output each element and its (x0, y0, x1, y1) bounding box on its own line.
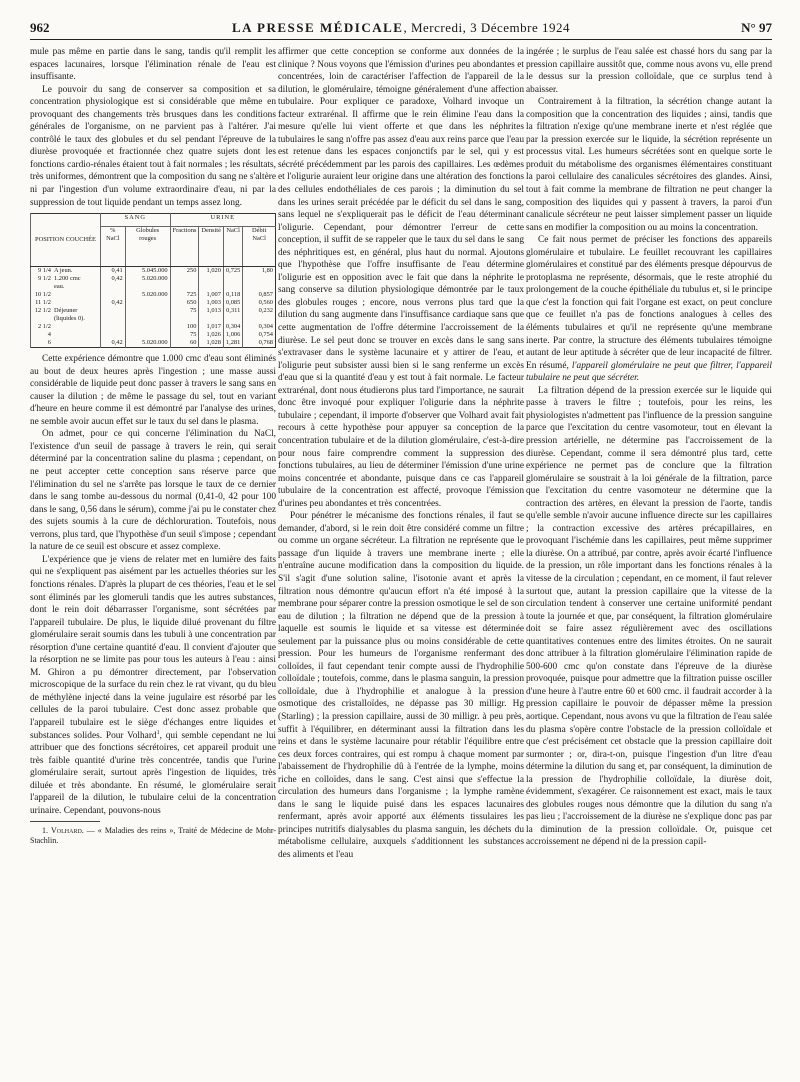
table-cell-glob: 5.020.000 (125, 275, 170, 283)
cell-time: 9 1/2 (38, 275, 51, 283)
paragraph (30, 554, 276, 817)
table-cell-frac: 75 (170, 307, 199, 315)
table-cell-frac: 250 (170, 267, 199, 276)
table-cell-dens: 1,013 (199, 307, 224, 315)
table-cell-position (31, 331, 101, 339)
cell-note: Déjeuner (54, 307, 78, 315)
table-cell-frac: 75 (170, 331, 199, 339)
table-cell-debit: 0,857 (243, 291, 276, 299)
table-row (31, 275, 276, 283)
text-run: , qui semble cependant ne lui attribuer que des fonctions sécrétoires, cet appareil produit une très faible quantité d'urine très concentrée, tandis que l'urine glomérulaire serait, surtout après l'ingestion de liquides, très diluée et très abondante. En résumé, le glomérulaire serait l'appareil de la dilution, le tubulaire celui de la concentration urinaire. Cependant, pouvons-nous (30, 730, 276, 816)
footnote-author: Volhard (51, 826, 82, 836)
table-cell-position (31, 307, 101, 315)
table-cell-dens: 1,017 (199, 323, 224, 331)
table-header-sang: SANG (101, 214, 171, 227)
table-row (31, 299, 276, 307)
table-cell-position (31, 283, 101, 291)
table-cell-nacl (101, 283, 126, 291)
table-row (31, 267, 276, 276)
table-cell-frac (170, 315, 199, 323)
table-header-debit: Débit NaCl (243, 227, 276, 267)
table-row (31, 291, 276, 299)
table-cell-frac: 60 (170, 339, 199, 348)
cell-time: 2 1/2 (38, 323, 51, 331)
table-cell-debit: 0,768 (243, 339, 276, 348)
table-cell-glob (125, 307, 170, 315)
table-cell-nacl (101, 315, 126, 323)
paragraph: La filtration dépend de la pression exercée sur le liquide qui passe à travers le filtre ; toutefois, pour les reins, les physiologistes n'admettent pas l'influence de la pression sanguine parce que l'excitation du centre vasomoteur, tout en élevant la pression artérielle, ne détermine pas l'accroissement de la diurèse. Cependant, comme il sera démontré plus tard, cette expérience ne permet pas de conclure que la filtration glomérulaire se soustrait à la loi générale de la filtration, parce que l'excitation du centre vasomoteur ne détermine que la contraction des artères, en élevant la pression de l'aorte, tandis qu'elle semble n'avoir aucune influence directe sur les capillaires ; la contraction excessive des artères précapillaires, en provoquant l'ischémie dans les capillaires, peut même supprimer la diurèse. On a attribué, par contre, après avoir écarté l'influence de la pression, un rôle important dans les fonctions rénales à la vitesse de la circulation ; cependant, en ce moment, il faut relever surtout que, autant la pression capillaire que la vitesse de la circulation tendent à conserver une certaine uniformité pendant toute la journée et que, par conséquent, la filtration glomérulaire doit se faire assez régulièrement avec des oscillations quantitatives contenues entre des limites étroites. On ne saurait donc attribuer à la filtration glomérulaire l'élimination rapide de 500-600 cmc qu'on constate dans l'épreuve de la diurèse provoquée, puisque pour admettre que la filtration puisse osciller d'une heure à l'autre entre 60 et 600 cmc. il faudrait accorder à la pression capillaire le pouvoir de dépasser même la pression aortique. Cependant, nous avons vu que la filtration de l'eau salée du plasma s'opère contre l'obstacle de la pression colloïdale et que c'est précisément cet obstacle que la pression capillaire doit surmonter ; or, dira-t-on, puisque l'ingestion d'un litre d'eau détermine la dilution du sang et, par conséquent, la diminution de la pression de l'hydrophilie colloïdale, la diurèse doit, évidemment, s'exagérer. Ce raisonnement est exact, mais le taux des globules rouges nous démontre que la dilution du sang n'a pas lieu ; l'accroissement de la diurèse ne s'explique donc pas par la diminution de la pression colloïdale. Or, puisque cet accroissement ne dépend ni de la pression capil- (526, 385, 772, 848)
table-cell-dens: 1,020 (199, 267, 224, 276)
table-cell-nacl: 0,42 (101, 339, 126, 348)
diuresis-table (30, 213, 276, 348)
column-2 (278, 46, 524, 862)
table-cell-glob (125, 331, 170, 339)
text-run: L'expérience que je viens de relater met en lumière des faits qui ne s'expliquent pas aisément par les actuelles théories sur les fonctions rénales. D'après la plupart de ces théories, l'eau et le sel sont éliminés par les glomeruli tandis que les autres substances, dont le rein doit débarrasser l'organisme, sont sécrétées par l'appareil tubulaire. De plus, le liquide dilué provenant du filtre glomérulaire serait soumis dans les tubuli à une concentration par résorption d'une certaine quantité d'eau. Il convient d'ajouter que la résorption ne se limite pas pour tous les auteurs à l'eau : ainsi M. Ghiron a pu démontrer directement, par l'observation microscopique de la surface du rein chez le rat vivant, qu du bleu de méthylène injecté dans la veine jugulaire est résorbé par les cellules de la paroi tubulaire. C'est donc assez probable que l'appareil tubulaire est le siège d'échanges entre liquides et substances solides. Pour Volhard (30, 554, 276, 741)
paragraph: Contrairement à la filtration, la sécrétion change autant la composition que la concentration des liquides ; ainsi, tandis que la filtration n'exige qu'une membrane inerte et n'est réglée que par la pression exercée sur le liquide, la sécrétion représente un processus vital. Les humeurs sécrétées sont en quelque sorte le produit du métabolisme des organismes élémentaires constituant la paroi cellulaire des canalicules sécrétoires des glandes. Ainsi, tout à fait comme la membrane de filtration ne peut changer la composition des liquides qui y passent à travers, la paroi d'un canalicule sécréteur ne peut laisser simplement passer un liquide sans en modifier la composition ou au moins la concentration. (526, 97, 772, 233)
table-cell-frac: 725 (170, 291, 199, 299)
journal-title (30, 20, 772, 36)
table-cell-frac (170, 283, 199, 291)
table-cell-dens (199, 275, 224, 283)
table-cell-glob (125, 283, 170, 291)
journal-masthead: LA PRESSE MÉDICALE (231, 20, 404, 35)
table-cell-position (31, 275, 101, 283)
footnote-divider (30, 821, 100, 822)
cell-note: eau. (54, 283, 65, 291)
table-cell-dens: 1,026 (199, 331, 224, 339)
table-cell-glob: 5.020.000 (125, 291, 170, 299)
table-cell-position (31, 323, 101, 331)
cell-note: (liquides 0). (54, 315, 85, 323)
table-cell-debit: 0,232 (243, 307, 276, 315)
emphasis: l'appareil glomérulaire ne peut que filtrer, l'appareil tubulaire ne peut que sécréter. (526, 360, 772, 384)
table-cell-unacl: 0,311 (223, 307, 242, 315)
table-cell-position (31, 267, 101, 276)
table-header-nacl: % NaCl (101, 227, 126, 267)
table-cell-unacl: 1,006 (223, 331, 242, 339)
table-cell-nacl (101, 323, 126, 331)
table-cell-unacl (223, 275, 242, 283)
paragraph: Le pouvoir du sang de conserver sa composition et sa concentration physiologique est si considérable que même en provoquant des changements très brusques dans les conditions générales de l'organisme, on ne parvient pas à l'altérer. J'ai contrôlé le taux des globules et du sel pendant l'épreuve de la diurèse provoquée et fractionnée chez quatre sujets dont les fonctions cardio-rénales étaient tout à fait normales ; les résultats, très uniformes, démontrent que la composition du sang ne s'altère ni par l'ingestion d'un volume extraordinaire d'eau, ni par la suppression de tout liquide pendant un temps assez long. (30, 84, 276, 208)
cell-time: 11 1/2 (35, 299, 51, 307)
column-1 (30, 46, 276, 846)
table-cell-nacl (101, 331, 126, 339)
table-cell-debit: 1,80 (243, 267, 276, 276)
table-cell-unacl (223, 283, 242, 291)
footnote (30, 826, 276, 846)
paragraph: Pour pénétrer le mécanisme des fonctions rénales, il faut se demander, d'abord, si le rein doit être considéré comme un filtre ou comme un organe sécréteur. La filtration ne représente que le passage d'un liquide à travers une membrane inerte ; elle n'entraîne aucune modification dans la composition du liquide. S'il s'agit d'une solution saline, l'isotonie avant et après la filtration nous démontre qu'aucun effort n'a été imposé à la membrane pour séparer contre la pression osmotique le sel de son eau de dilution ; la filtration ne dépend que de la pression à laquelle est soumis le liquide et sa vitesse est déterminée seulement par la puissance plus ou moins considérable de cette pression. Pour les humeurs de l'organisme renfermant des colloïdes, il faut cependant tenir compte aussi de l'hydrophilie colloïdale ; toutefois, comme, dans le plasma sanguin, la pression colloïdale, due à l'hydrophilie et analogue à la pression osmotique des cristalloïdes, ne dépasse pas 30 milligr. Hg (Starling) ; la pression capillaire, aussi de 30 milligr. à peu près, suffit à l'équilibrer, en déterminant aussi la filtration dans les reins et dans le système lacunaire pour rétablir l'équilibre entre ces deux forces contraires, qui est rompu à chaque moment par l'abaissement de l'hydrophilie dû à l'entrée de la lymphe, moins riche en colloïdes, dans le sang. C'est ainsi que s'effectue la circulation des humeurs dans l'organisme ; la lymphe ramène dans le sang le liquide puisé dans les espaces lacunaires renfermant, après avoir apporté aux éléments tissulaires les principes nutritifs dialysables du plasma sanguin, les déchets du métabolisme cellulaire, auxquels s'additionnent les substances des aliments et l'eau (278, 511, 524, 860)
table-cell-nacl: 0,41 (101, 267, 126, 276)
cell-time: 10 1/2 (34, 291, 51, 299)
table-header-urine-nacl: NaCl (223, 227, 242, 267)
table-cell-dens: 1,028 (199, 339, 224, 348)
issue-date: , Mercredi, 3 Décembre 1924 (403, 20, 571, 35)
table-row (31, 315, 276, 323)
table-cell-unacl: 0,725 (223, 267, 242, 276)
table-cell-debit: 0,304 (243, 323, 276, 331)
paragraph: On admet, pour ce qui concerne l'élimination du NaCl, l'existence d'un seuil de passage à travers le rein, qui serait déterminé par la concentration saline du plasma ; cependant, on ne peut accepter cette conception sans réserve parce que l'élimination du sel ne s'arrête pas lorsque le taux de ce dernier dans le sang tombe au-dessous du normal (0,41-0, 42 pour 100 dans le sang, 0,56 dans le sérum), comme j'ai pu le constater chez des sujets soumis à la cure de déchloruration. Toutefois, nous verrons, plus tard, que l'hypothèse d'un seuil s'impose ; cependant la nature de ce seuil est obscure et assez complexe. (30, 429, 276, 553)
table-cell-position (31, 299, 101, 307)
table-cell-position (31, 315, 101, 323)
table-cell-debit: 0,754 (243, 331, 276, 339)
table-cell-debit (243, 283, 276, 291)
paragraph: mule pas même en partie dans le sang, tandis qu'il remplit les espaces lacunaires, lorsque l'élimination rénale de l'eau est insuffisante. (30, 47, 276, 83)
table-cell-glob: 5.020.000 (125, 339, 170, 348)
table-row (31, 331, 276, 339)
table-cell-glob (125, 299, 170, 307)
table-row (31, 339, 276, 348)
footnote-ref: 1 (156, 729, 160, 736)
table-cell-position (31, 291, 101, 299)
table-cell-glob (125, 323, 170, 331)
table-cell-debit (243, 315, 276, 323)
cell-time: 4 (47, 331, 51, 339)
table-cell-dens (199, 283, 224, 291)
table-cell-debit (243, 275, 276, 283)
table-cell-nacl: 0,42 (101, 275, 126, 283)
table-row (31, 323, 276, 331)
table-cell-unacl: 0,085 (223, 299, 242, 307)
table-body (31, 267, 276, 348)
table-cell-dens: 1,003 (199, 299, 224, 307)
table-cell-unacl: 1,281 (223, 339, 242, 348)
table-cell-unacl: 0,118 (223, 291, 242, 299)
page-number: 962 (30, 20, 50, 35)
paragraph: affirmer que cette conception se conforme aux données de la clinique ? Nous voyons que l'émission d'urines peu abondantes et concentrées, loin de caractériser l'affection de l'appareil de la dilution, le glomérulaire, témoigne généralement d'une affection tubulaire. Pour expliquer ce paradoxe, Volhard invoque un facteur extrarénal. Il affirme que le rein élimine l'eau dans la mesure qu'elle lui vient offerte et que dans les néphrites tubulaires le sang n'offre pas assez d'eau aux reins parce que l'eau est retenue dans les espaces conjonctifs par le sel, qui y est sécrété précédemment par les parois des capillaires. Les œdèmes et l'oligurie auraient leur origine dans une altération des fonctions des cellules endothéliales de ces parois ; la diminution du sel dans les urines serait précédée par le déficit du sel dans le sang, sans lequel ne s'expliquerait pas le déficit de l'eau déterminant l'oligurie. Cependant, pour démontrer l'erreur de cette conception, il suffit de se rappeler que le taux du sel dans le sang des néphritiques est, en général, plus haut du normal. Ajoutons que l'hypothèse que l'offre insuffisante de l'eau détermine l'oligurie est en opposition avec le fait que dans la néphrite le sang conserve sa dilution physiologique démontrée par le taux des globules rouges ; encore, nous verrons plus tard que la dilution du sang augmente dans l'insuffisance cardiaque sans que cette augmentation de l'offre détermine l'accroissement de la diurèse. Le sel peut donc se trouver en excès dans le sang sans s'extravaser dans le système lacunaire et y attirer de l'eau, et l'oligurie peut subsister aussi bien si le sang renferme un excès d'eau que si la quantité d'eau y est tout à fait normale. Le facteur extrarénal, dont nous étudierons plus tard l'importance, ne saurait donc être invoqué pour expliquer l'oligurie dans la néphrite tubulaire ; cependant, il importe d'observer que Volhard avait fait recours à cette hypothèse pour appuyer sa conception de la concentration tubulaire et de la dilution glomérulaire, c'est-à-dire pour nous faire comprendre comment la suppression des fonctions tubulaires, au lieu de déterminer l'émission d'une urine moins concentrée et abondante, puisque dans ce cas l'appareil tubulaire de la concentration est affecté, provoque l'émission d'urines peu abondantes et très concentrées. (278, 47, 524, 509)
table-cell-frac (170, 275, 199, 283)
page-header (30, 18, 772, 40)
table-cell-glob: 5.045.000 (125, 267, 170, 276)
table-cell-glob (125, 315, 170, 323)
table-cell-frac: 100 (170, 323, 199, 331)
table-cell-debit: 0,560 (243, 299, 276, 307)
column-3 (526, 46, 772, 849)
table-cell-nacl: 0,42 (101, 299, 126, 307)
table-cell-unacl: 0,304 (223, 323, 242, 331)
cell-time: 9 1/4 (38, 267, 51, 275)
table-cell-nacl (101, 307, 126, 315)
table-header-position: POSITION COUCHÉE (31, 214, 101, 267)
cell-note: A jeun. (54, 267, 73, 275)
table-row (31, 307, 276, 315)
cell-note: 1.200 cmc (54, 275, 81, 283)
table-header-urine: URINE (170, 214, 275, 227)
table-cell-nacl (101, 291, 126, 299)
table-cell-frac: 650 (170, 299, 199, 307)
table-cell-dens: 1,007 (199, 291, 224, 299)
footnote-number: 1. (42, 826, 48, 836)
footnote-text: . — « Maladies des reins », Traité de Médecine de Mohr-Stachlin. (30, 826, 277, 846)
table-header-globules: Globules rouges (125, 227, 170, 267)
table-header-fractions: Fractions (170, 227, 199, 267)
cell-time: 6 (47, 339, 51, 347)
table-cell-position (31, 339, 101, 348)
issue-number: N° 97 (741, 20, 772, 35)
paragraph (526, 234, 772, 385)
table-cell-unacl (223, 315, 242, 323)
text-run: Ce fait nous permet de préciser les fonctions des appareils glomérulaire et tubulaire. Le feuillet recouvrant les capillaires glomérulaires et constitué par des éléments presque dépourvus de protoplasma ne représente, désormais, que le reste atrophié du prolongement de la couche épithéliale du tubulus et, si le principe que c'est la fonction qui fait l'organe est exact, on peut conclure que ce feuillet n'a pas de fonctions analogues à celles des éléments tubulaires et qu'il ne représente qu'une membrane inerte. Par contre, la structure des éléments tubulaires témoigne autant de leur aptitude à sécréter que de leur incapacité de filtrer. En résumé, (526, 235, 772, 371)
table-cell-dens (199, 315, 224, 323)
paragraph: ingérée ; le surplus de l'eau salée est chassé hors du sang par la pression capillaire aussitôt que, comme nous avons vu, elle prend le dessus sur la pression colloïdale, que ce surplus tend à abaisser. (526, 47, 772, 95)
paragraph: Cette expérience démontre que 1.000 cmc d'eau sont éliminés au bout de deux heures après l'ingestion ; une masse aussi considérable de liquide peut donc passer à travers le sang sans en causer la dilution ; de même le passage du sel, tout en variant d'heure en heure comme il est démontré par l'analyse des urines, ne semble avoir aucun effet sur le taux du sel dans le plasma. (30, 354, 276, 427)
cell-time: 12 1/2 (34, 307, 51, 315)
table-header-densite: Densité (199, 227, 224, 267)
table-row (31, 283, 276, 291)
